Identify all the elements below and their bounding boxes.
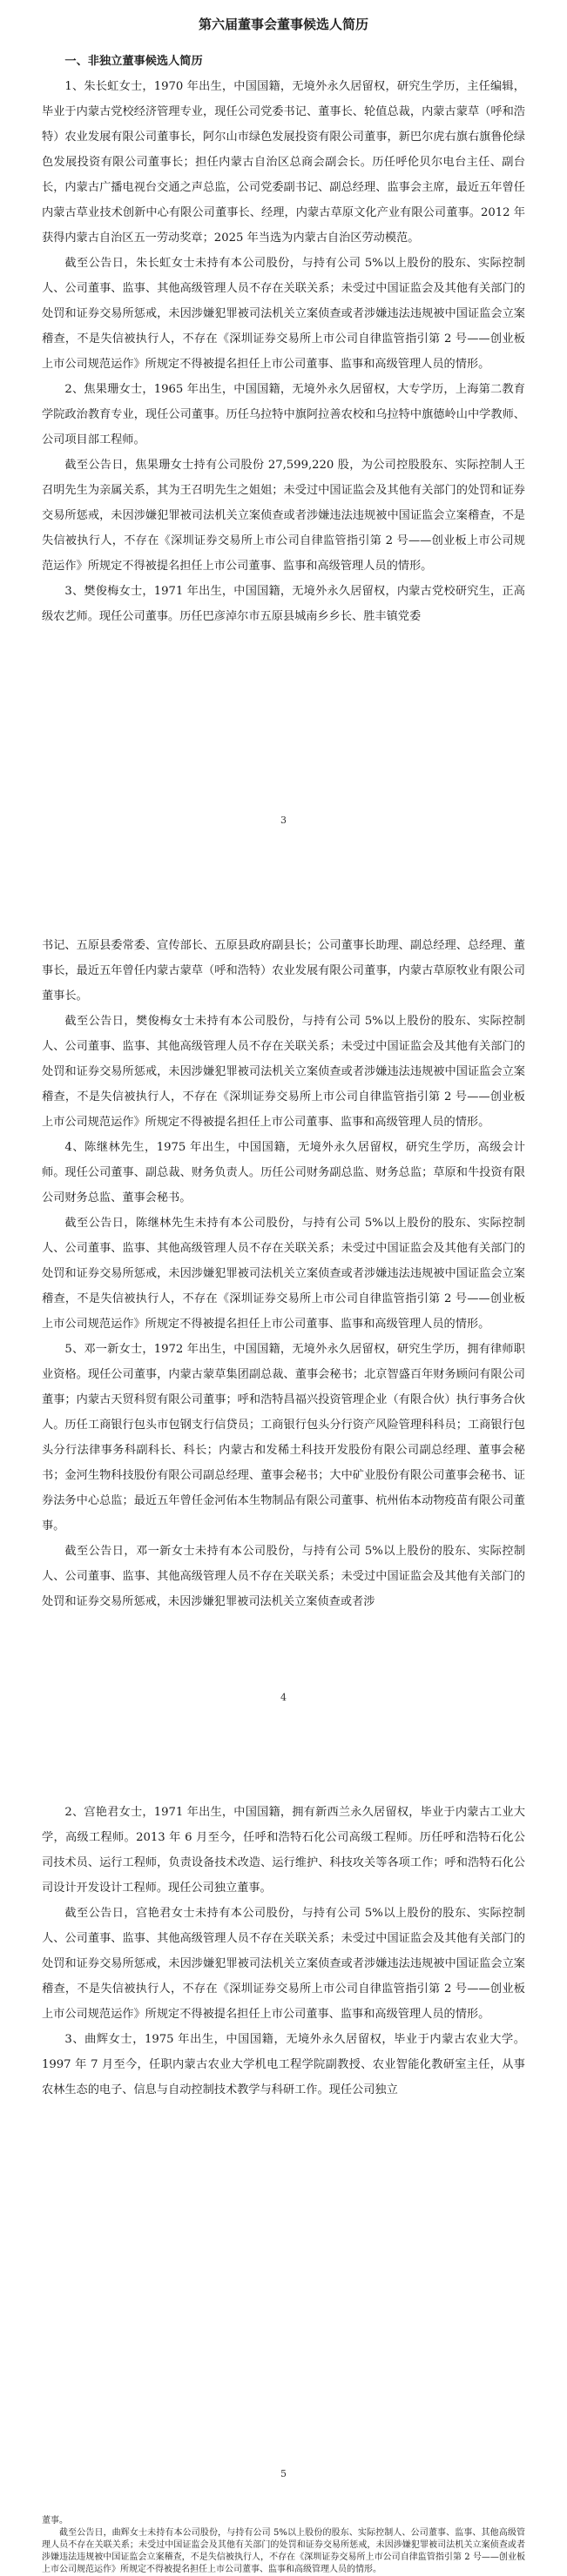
candidate-bio-paragraph: 1、朱长虹女士，1970 年出生，中国国籍，无境外永久居留权，研究生学历，主任编辑，毕业于内蒙古党校经济管理专业，现任公司党委书记、董事长、轮值总裁，内蒙古蒙草（呼和浩特）农业发展有限公司董事长，阿尔山市绿色发展投资有限公司董事，新巴尔虎右旗右旗鲁伦绿色发展投资有限公司董事长；担任内蒙古自治区总商会副会长。历任呼伦贝尔电台主任、副台长，内蒙古广播电视台交通之声总监，公司党委副书记、副总经理、监事会主席，最近五年曾任内蒙古草业技术创新中心有限公司董事长、经理，内蒙古草原文化产业有限公司董事。2012 年获得内蒙古自治区五一劳动奖章；2025 年当选为内蒙古自治区劳动模范。 xyxy=(42,80,525,245)
candidate-bio-paragraph: 4、陈继林先生，1975 年出生，中国国籍，无境外永久居留权，研究生学历，高级会计师。现任公司董事、副总裁、财务负责人。历任公司财务副总监、财务总监；草原和牛投资有限公司财务总监、董事会秘书。 xyxy=(42,1141,525,1204)
document-page xyxy=(0,0,567,870)
candidate-disclosure-paragraph: 截至公告日，樊俊梅女士未持有本公司股份，与持有公司 5%以上股份的股东、实际控制人、公司董事、监事、其他高级管理人员不存在关联关系；未受过中国证监会及其他有关部门的处罚和证券交易所惩戒，未因涉嫌犯罪被司法机关立案侦查或者涉嫌违法违规被中国证监会立案稽查，不是失信被执行人，不存在《深圳证券交易所上市公司自律监管指引第 2 号——创业板上市公司规范运作》所规定不得被提名担任上市公司董事、监事和高级管理人员的情形。 xyxy=(42,1015,525,1129)
candidate-bio-paragraph: 2、宫艳君女士，1971 年出生，中国国籍，拥有新西兰永久居留权，毕业于内蒙古工业大学，高级工程师。2013 年 6 月至今，任呼和浩特石化公司高级工程师。历任呼和浩特石化公司技术员、运行工程师，负责设备技术改造、运行维护、科技攻关等各项工作；呼和浩特石化公司设计开发设计工程师。现任公司独立董事。 xyxy=(42,1806,525,1895)
document-page xyxy=(0,1741,567,2524)
candidate-disclosure-paragraph: 截至公告日，宫艳君女士未持有本公司股份，与持有公司 5%以上股份的股东、实际控制人、公司董事、监事、其他高级管理人员不存在关联关系；未受过中国证监会及其他有关部门的处罚和证券交易所惩戒，未因涉嫌犯罪被司法机关立案侦查或者涉嫌违法违规被中国证监会立案稽查，不是失信被执行人，不存在《深圳证券交易所上市公司自律监管指引第 2 号——创业板上市公司规范运作》所规定不得被提名担任上市公司董事、监事和高级管理人员的情形。 xyxy=(42,1907,525,2021)
candidate-bio-paragraph: 5、邓一新女士，1972 年出生，中国国籍，无境外永久居留权，研究生学历，拥有律师职业资格。现任公司董事，内蒙古蒙草集团副总裁、董事会秘书；北京智盛百年财务顾问有限公司董事；内蒙古天贸科贸有限公司董事；呼和浩特昌福兴投资管理企业（有限合伙）执行事务合伙人。历任工商银行包头市包钢支行信贷员；工商银行包头分行资产风险管理科科员；工商银行包头分行法律事务科副科长、科长；内蒙古和发稀土科技开发股份有限公司副总经理、董事会秘书；金河生物科技股份有限公司副总经理、董事会秘书；大中矿业股份有限公司董事会秘书、证券法务中心总监；最近五年曾任金河佑本生物制品有限公司董事、杭州佑本动物疫苗有限公司董事。 xyxy=(42,1343,525,1533)
document-page xyxy=(0,2516,567,2574)
page-number: 4 xyxy=(280,1692,287,1703)
page-content xyxy=(42,933,525,1614)
page-content xyxy=(42,2515,525,2576)
document-page xyxy=(0,870,567,1741)
candidate-disclosure-paragraph: 截至公告日，焦果珊女士持有公司股份 27,599,220 股，为公司控股股东、实际控制人王召明先生为亲属关系，其为王召明先生之姐姐；未受过中国证监会及其他有关部门的处罚和证券交易所惩戒，未因涉嫌犯罪被司法机关立案侦查或者涉嫌违法违规被中国证监会立案稽查，不是失信被执行人，不存在《深圳证券交易所上市公司自律监管指引第 2 号——创业板上市公司规范运作》所规定不得被提名担任上市公司董事、监事和高级管理人员的情形。 xyxy=(42,459,525,573)
page-number: 5 xyxy=(280,2468,287,2479)
candidate-bio-paragraph: 2、焦果珊女士，1965 年出生，中国国籍，无境外永久居留权，大专学历，上海第二教育学院政治教育专业，现任公司董事。历任乌拉特中旗阿拉善农校和乌拉特中旗德岭山中学教师、公司项目部工程师。 xyxy=(42,383,525,446)
candidate-disclosure-paragraph: 截至公告日，朱长虹女士未持有本公司股份，与持有公司 5%以上股份的股东、实际控制人、公司董事、监事、其他高级管理人员不存在关联关系；未受过中国证监会及其他有关部门的处罚和证券交易所惩戒，未因涉嫌犯罪被司法机关立案侦查或者涉嫌违法违规被中国证监会立案稽查，不是失信被执行人，不存在《深圳证券交易所上市公司自律监管指引第 2 号——创业板上市公司规范运作》所规定不得被提名担任上市公司董事、监事和高级管理人员的情形。 xyxy=(42,257,525,371)
page-content xyxy=(42,1800,525,2103)
section-heading: 一、非独立董事候选人简历 xyxy=(64,55,203,68)
candidate-bio-paragraph: 书记、五原县委常委、宣传部长、五原县政府副县长；公司董事长助理、副总经理、总经理、董事长，最近五年曾任内蒙古蒙草（呼和浩特）农业发展有限公司董事，内蒙古草原牧业有限公司董事长。 xyxy=(42,939,525,1003)
candidate-disclosure-paragraph: 截至公告日，曲辉女士未持有本公司股份，与持有公司 5%以上股份的股东、实际控制人、公司董事、监事、其他高级管理人员不存在关联关系；未受过中国证监会及其他有关部门的处罚和证券交易所惩戒，未因涉嫌犯罪被司法机关立案侦查或者涉嫌违法违规被中国证监会立案稽查，不是失信被执行人，不存在《深圳证券交易所上市公司自律监管指引第 2 号——创业板上市公司规范运作》所规定不得被提名担任上市公司董事、监事和高级管理人员的情形。 xyxy=(42,2528,525,2574)
candidate-bio-paragraph: 3、曲辉女士，1975 年出生，中国国籍，无境外永久居留权，毕业于内蒙古农业大学。1997 年 7 月至今，任职内蒙古农业大学机电工程学院副教授、农业智能化教研室主任，从事农林生态的电子、信息与自动控制技术教学与科研工作。现任公司独立 xyxy=(42,2033,525,2096)
page-number: 3 xyxy=(280,815,287,826)
candidate-bio-paragraph: 董事。 xyxy=(42,2516,68,2526)
candidate-disclosure-paragraph: 截至公告日，陈继林先生未持有本公司股份，与持有公司 5%以上股份的股东、实际控制人、公司董事、监事、其他高级管理人员不存在关联关系；未受过中国证监会及其他有关部门的处罚和证券交易所惩戒，未因涉嫌犯罪被司法机关立案侦查或者涉嫌违法违规被中国证监会立案稽查，不是失信被执行人，不存在《深圳证券交易所上市公司自律监管指引第 2 号——创业板上市公司规范运作》所规定不得被提名担任上市公司董事、监事和高级管理人员的情形。 xyxy=(42,1217,525,1331)
candidate-disclosure-paragraph: 截至公告日，邓一新女士未持有本公司股份，与持有公司 5%以上股份的股东、实际控制人、公司董事、监事、其他高级管理人员不存在关联关系；未受过中国证监会及其他有关部门的处罚和证券交易所惩戒，未因涉嫌犯罪被司法机关立案侦查或者涉 xyxy=(42,1545,525,1608)
candidate-bio-paragraph: 3、樊俊梅女士，1971 年出生，中国国籍，无境外永久居留权，内蒙古党校研究生，正高级农艺师。现任公司董事。历任巴彦淖尔市五原县城南乡乡长、胜丰镇党委 xyxy=(42,585,525,623)
document-title: 第六届董事会董事候选人简历 xyxy=(198,17,368,32)
page-content xyxy=(42,12,525,629)
